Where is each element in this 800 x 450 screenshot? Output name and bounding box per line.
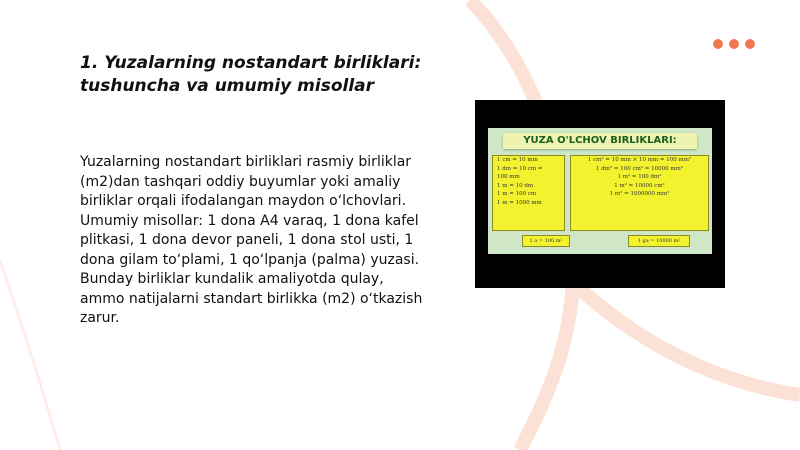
slide-title	[80, 52, 460, 98]
area-units-box	[570, 155, 709, 231]
dot-icon	[729, 39, 739, 49]
unit-line: 1 cm = 10 mm	[497, 157, 538, 163]
board-title: YUZA O'LCHOV BIRLIKLARI:	[503, 133, 697, 149]
dot-icon	[745, 39, 755, 49]
unit-line: 1 m = 100 cm	[497, 191, 537, 198]
unit-line: 1 cm² = 10 mm × 10 mm = 100 mm²	[587, 157, 692, 163]
unit-line: 1 m² = 100 dm²	[617, 174, 662, 181]
hectare-unit-chip: 1 ga = 10000 m²	[628, 235, 690, 247]
unit-line: 100 mm	[497, 174, 520, 181]
slide-title-line1: 1. Yuzalarning nostandart birliklari:	[80, 53, 422, 73]
slide-dots	[713, 39, 755, 49]
units-board	[488, 128, 712, 254]
unit-line: 1 dm = 10 cm =	[497, 165, 543, 172]
unit-line: 1 dm² = 100 cm² = 10000 mm²	[595, 165, 684, 172]
slide-body: Yuzalarning nostandart birliklari rasmiy birliklar (m2)dan tashqari oddiy buyumlar yoki amaliy birliklar orqali ifodalangan maydon o‘lchovlari. Umumiy misollar: 1 dona A4 varaq, 1 dona kafel plitkasi, 1 dona devor paneli, 1 dona stol usti, 1 dona gilam to‘plami, 1 qo‘lpanja (palma) yuzasi. Bunday birliklar kundalik amaliyotda qulay, ammo natijalarni standart birlikka (m2) o‘tkazish zarur.	[80, 154, 423, 326]
unit-line: 1 m = 10 dm	[497, 182, 534, 189]
unit-line: 1 m = 1000 mm	[497, 199, 542, 206]
are-unit-chip: 1 a = 100 m²	[522, 235, 570, 247]
unit-line: 1 m² = 1000000 mm²	[609, 191, 670, 198]
units-image	[475, 100, 725, 288]
length-units-box	[492, 155, 565, 231]
slide-title-line2: tushuncha va umumiy misollar	[80, 76, 375, 96]
dot-icon	[713, 39, 723, 49]
unit-line: 1 m² = 10000 cm²	[614, 182, 665, 189]
